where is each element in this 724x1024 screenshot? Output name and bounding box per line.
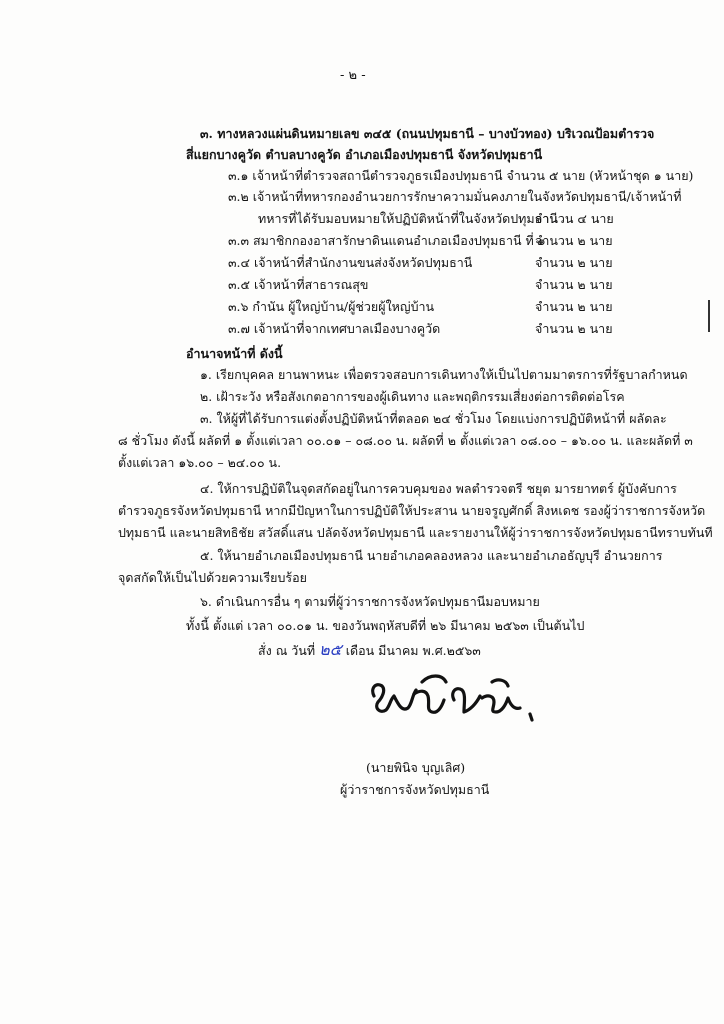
duty-6: ๖. ดำเนินการอื่น ๆ ตามที่ผู้ว่าราชการจังหวัดปทุมธานีมอบหมาย [200,594,540,609]
item-3-7-count: จำนวน ๒ นาย [535,321,613,336]
signer-name: (นายพินิจ บุญเลิศ) [366,760,466,775]
item-3-6-count: จำนวน ๒ นาย [535,299,613,314]
item-3-5-count: จำนวน ๒ นาย [535,277,613,292]
duty-3-line3: ตั้งแต่เวลา ๑๖.๐๐ – ๒๔.๐๐ น. [118,455,282,470]
item-3-3: ๓.๓ สมาชิกกองอาสารักษาดินแดนอำเภอเมืองปทุมธานี ที่ ๑ [228,233,546,248]
item-3-1: ๓.๑ เจ้าหน้าที่ตำรวจสถานีตำรวจภูธรเมืองปทุมธานี จำนวน ๕ นาย (หัวหน้าชุด ๑ นาย) [228,168,694,183]
section3-heading-line2: สี่แยกบางคูวัด ตำบลบางคูวัด อำเภอเมืองปทุมธานี จังหวัดปทุมธานี [186,147,543,162]
duty-4-line3: ปทุมธานี และนายสิทธิชัย สวัสดิ์แสน ปลัดจังหวัดปทุมธานี และรายงานให้ผู้ว่าราชการจังหวัดปทุมธานีทราบทันที [118,525,713,540]
duty-2: ๒. เฝ้าระวัง หรือสังเกตอาการของผู้เดินทาง และพฤติกรรมเสี่ยงต่อการติดต่อโรค [200,389,625,404]
duty-5-line2: จุดสกัดให้เป็นไปด้วยความเรียบร้อย [118,570,307,585]
item-3-2-line2: ทหารที่ได้รับมอบหมายให้ปฏิบัติหน้าที่ในจังหวัดปทุมธานี [258,211,558,226]
item-3-3-count: จำนวน ๒ นาย [535,233,613,248]
handwritten-signature [360,660,560,740]
section3-heading-line1: ๓. ทางหลวงแผ่นดินหมายเลข ๓๔๕ (ถนนปทุมธานี – บางบัวทอง) บริเวณป้อมตำรวจ [200,126,655,141]
item-3-7: ๓.๗ เจ้าหน้าที่จากเทศบาลเมืองบางคูวัด [228,321,441,336]
item-3-6: ๓.๖ กำนัน ผู้ใหญ่บ้าน/ผู้ช่วยผู้ใหญ่บ้าน [228,299,435,314]
order-date-suffix: เดือน มีนาคม พ.ศ.๒๕๖๓ [345,643,481,658]
duty-5-line1: ๕. ให้นายอำเภอเมืองปทุมธานี นายอำเภอคลองหลวง และนายอำเภอธัญบุรี อำนวยการ [200,548,663,563]
item-3-5: ๓.๕ เจ้าหน้าที่สาธารณสุข [228,277,369,292]
signer-title: ผู้ว่าราชการจังหวัดปทุมธานี [340,782,490,797]
duties-heading: อำนาจหน้าที่ ดังนี้ [186,346,283,361]
duty-3-line1: ๓. ให้ผู้ที่ได้รับการแต่งตั้งปฏิบัติหน้าที่ตลอด ๒๔ ชั่วโมง โดยแบ่งการปฏิบัติหน้าที่ ผลัดละ [200,411,667,426]
item-3-2-line1: ๓.๒ เจ้าหน้าที่ทหารกองอำนวยการรักษาความมั่นคงภายในจังหวัดปทุมธานี/เจ้าหน้าที่ [228,189,682,204]
duty-1: ๑. เรียกบุคคล ยานพาหนะ เพื่อตรวจสอบการเดินทางให้เป็นไปตามมาตรการที่รัฐบาลกำหนด [200,367,688,382]
duty-4-line2: ตำรวจภูธรจังหวัดปทุมธานี หากมีปัญหาในการปฏิบัติให้ประสาน นายจรูญศักดิ์ สิงหเดช รองผู้ว่าราชการจังหวัด [118,503,706,518]
duty-3-line2: ๘ ชั่วโมง ดังนี้ ผลัดที่ ๑ ตั้งแต่เวลา ๐๐.๐๑ – ๐๘.๐๐ น. ผลัดที่ ๒ ตั้งแต่เวลา ๐๘.๐๐ – ๑๖.๐๐ น. และผลัดที่ ๓ [118,433,693,448]
duty-4-line1: ๔. ให้การปฏิบัติในจุดสกัดอยู่ในการควบคุมของ พลตำรวจตรี ชยุต มารยาทตร์ ผู้บังคับการ [200,481,677,496]
page-number: - ๒ - [340,68,366,83]
item-3-2-count: จำนวน ๔ นาย [535,211,614,226]
item-3-4-count: จำนวน ๒ นาย [535,255,613,270]
item-3-4: ๓.๔ เจ้าหน้าที่สำนักงานขนส่งจังหวัดปทุมธานี [228,255,473,270]
margin-mark [708,300,710,332]
order-date [258,642,481,659]
effective-date: ทั้งนี้ ตั้งแต่ เวลา ๐๐.๐๑ น. ของวันพฤหัสบดีที่ ๒๖ มีนาคม ๒๕๖๓ เป็นต้นไป [186,618,585,633]
handwritten-day: ๒๕ [319,640,342,659]
order-date-prefix: สั่ง ณ วันที่ [258,643,316,658]
